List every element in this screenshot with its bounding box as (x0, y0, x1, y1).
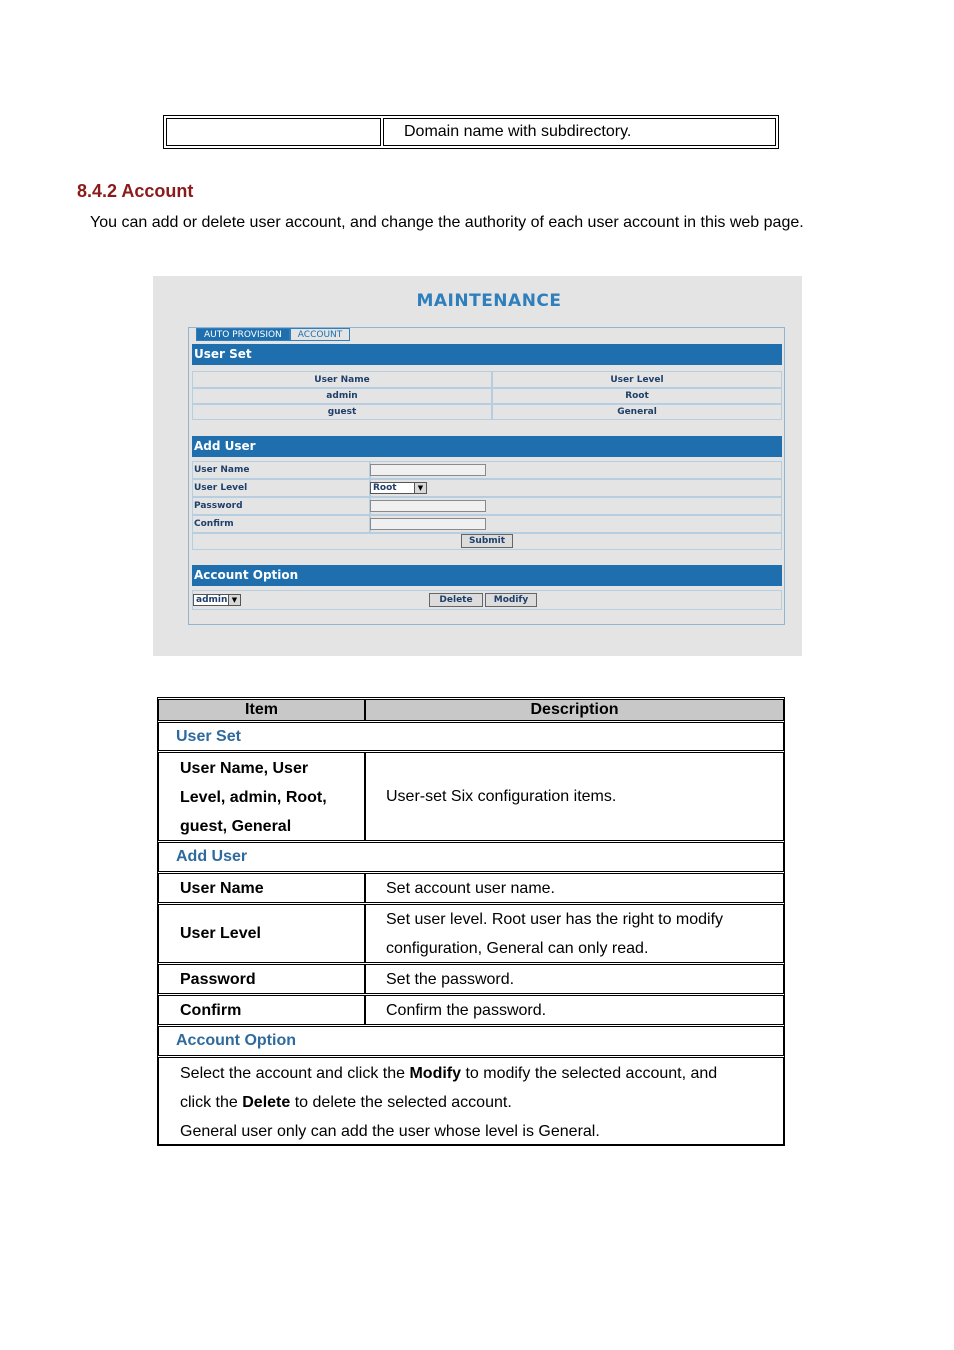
account-select[interactable] (193, 594, 241, 606)
col-user-level: User Level (492, 371, 782, 388)
user-level-cell: General (492, 404, 782, 420)
item-line: Level, admin, Root, (180, 789, 327, 806)
chevron-down-icon: ▼ (414, 483, 426, 493)
top-table-cell-desc: Domain name with subdirectory. (383, 118, 776, 146)
text-span: click the (180, 1094, 243, 1111)
account-select-value: admin (196, 595, 228, 605)
account-screenshot (153, 276, 802, 656)
group-title: Add User (158, 842, 784, 872)
desc-cell: Set account user name. (365, 873, 784, 903)
item-cell: User Name (158, 873, 365, 903)
group-row-user-set (158, 722, 784, 751)
modify-term: Modify (409, 1065, 462, 1082)
section-intro: You can add or delete user account, and change the authority of each user account in this web page. (90, 214, 804, 231)
desc-line: Set user level. Root user has the right to modify (386, 911, 724, 928)
item-line: User Name, User (180, 760, 309, 777)
item-line: guest, General (180, 818, 292, 835)
user-level-select[interactable] (370, 482, 427, 494)
col-user-name: User Name (192, 371, 492, 388)
tab-bar (196, 328, 350, 341)
user-set-header-row (192, 371, 782, 388)
field-label: Password (192, 497, 370, 515)
table-row (158, 752, 784, 841)
field-label: Confirm (192, 515, 370, 533)
group-title: Account Option (158, 1026, 784, 1056)
item-cell: Confirm (158, 995, 365, 1025)
delete-term: Delete (242, 1094, 291, 1111)
add-user-heading: Add User (192, 436, 782, 457)
password-input[interactable] (370, 500, 486, 512)
header-description: Description (365, 699, 784, 721)
table-row (158, 995, 784, 1025)
account-frame (188, 327, 785, 625)
table-row (158, 964, 784, 994)
desc-line (180, 1059, 783, 1088)
top-table (163, 115, 779, 149)
table-row[interactable] (192, 388, 782, 404)
desc-cell: Confirm the password. (365, 995, 784, 1025)
user-level-value: Root (373, 483, 397, 493)
desc-cell: User-set Six configuration items. (365, 752, 784, 841)
user-level-cell: Root (492, 388, 782, 404)
description-table (157, 697, 785, 1146)
field-label: User Name (192, 461, 370, 479)
text-span: to delete the selected account. (290, 1094, 512, 1111)
header-item: Item (158, 699, 365, 721)
desc-cell (365, 904, 784, 963)
group-row-account-option (158, 1026, 784, 1056)
field-label: User Level (192, 479, 370, 497)
section-title: 8.4.2 Account (77, 181, 194, 201)
item-cell (158, 752, 365, 841)
desc-cell: Set the password. (365, 964, 784, 994)
add-user-row-password (192, 497, 782, 515)
add-user-row-level (192, 479, 782, 497)
desc-line: configuration, General can only read. (386, 940, 649, 957)
field-cell (370, 479, 782, 497)
chevron-down-icon: ▼ (228, 595, 240, 605)
table-row (158, 904, 784, 963)
account-option-desc (158, 1057, 784, 1145)
top-table-cell-empty (166, 118, 381, 146)
tab-account[interactable]: ACCOUNT (290, 328, 350, 341)
table-header-row (158, 699, 784, 721)
item-cell: Password (158, 964, 365, 994)
group-row-add-user (158, 842, 784, 872)
table-row (158, 1057, 784, 1145)
table-row[interactable] (192, 404, 782, 420)
item-cell: User Level (158, 904, 365, 963)
modify-button[interactable]: Modify (485, 593, 537, 607)
user-name-cell: admin (192, 388, 492, 404)
user-set-heading: User Set (192, 344, 782, 365)
user-name-input[interactable] (370, 464, 486, 476)
table-row (158, 873, 784, 903)
add-user-row-name (192, 461, 782, 479)
maintenance-title: MAINTENANCE (416, 291, 562, 311)
confirm-input[interactable] (370, 518, 486, 530)
desc-line (180, 1088, 783, 1117)
text-span: to modify the selected account, and (461, 1065, 718, 1082)
desc-line: General user only can add the user whose level is General. (180, 1123, 600, 1140)
add-user-row-confirm (192, 515, 782, 533)
delete-button[interactable]: Delete (429, 593, 483, 607)
user-name-cell: guest (192, 404, 492, 420)
account-option-heading: Account Option (192, 565, 782, 586)
group-title: User Set (158, 722, 784, 751)
submit-button[interactable]: Submit (461, 534, 513, 548)
text-span: Select the account and click the (180, 1065, 410, 1082)
tab-auto-provision[interactable]: AUTO PROVISION (196, 328, 290, 341)
